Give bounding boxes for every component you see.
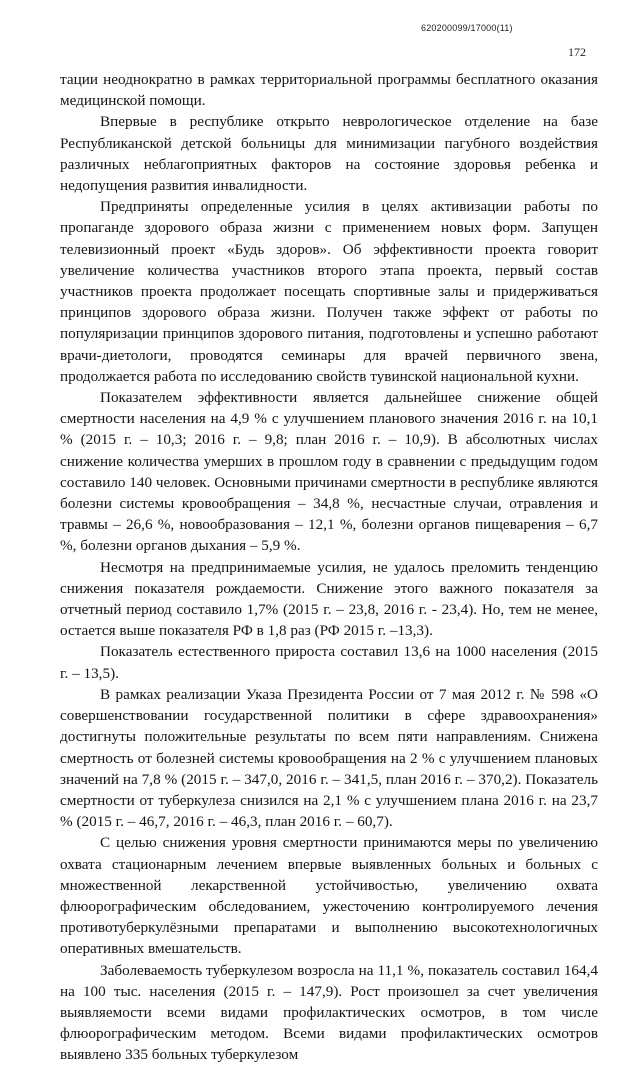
paragraph: тации неоднократно в рамках территориальной программы бесплатного оказания медицинской помощи.: [60, 71, 598, 110]
paragraph: Несмотря на предпринимаемые усилия, не удалось преломить тенденцию снижения показателя рождаемости. Снижение этого важного показателя за отчетный период составило 1,7% (2015 г. – 23,8, 2016 г. - 23,4). Но, тем не менее, остается выше показателя РФ в 1,8 раз (РФ 2015 г. –13,3).: [60, 558, 598, 640]
paragraph: С целью снижения уровня смертности принимаются меры по увеличению охвата стационарным лечением впервые выявленных больных и больных с множественной лекарственной устойчивостью, увеличению охвата флюорографическим обследованием, ужесточению контролируемого лечения противотуберкулёзными препаратами и выполнению высокотехнологичных оперативных вмешательств.: [60, 834, 598, 958]
paragraph: Показателем эффективности является дальнейшее снижение общей смертности населения на 4,9 % с улучшением планового значения 2016 г. на 10,1 % (2015 г. – 10,3; 2016 г. – 9,8; план 2016 г. – 10,9). В абсолютных числах снижение количества умерших в прошлом году в сравнении с предыдущим годом составило 140 человек. Основными причинами смертности в республике являются болезни системы кровообращения – 34,8 %, несчастные случаи, отравления и травмы – 26,6 %, новообразования – 12,1 %, болезни органов пищеварения – 6,7 %, болезни органов дыхания – 5,9 %.: [60, 389, 598, 555]
paragraph: Заболеваемость туберкулезом возросла на 11,1 %, показатель составил 164,4 на 100 тыс. населения (2015 г. – 147,9). Рост произошел за счет увеличения выявляемости всеми видами профилактических осмотров, в том числе флюорографическим методом. Всеми видами профилактических осмотров выявлено 335 больных туберкулезом: [60, 961, 598, 1064]
body-text: [60, 69, 598, 1066]
page-number: 172: [568, 45, 586, 59]
paragraph: Показатель естественного прироста составил 13,6 на 1000 населения (2015 г. – 13,5).: [60, 643, 598, 682]
paragraph: Предприняты определенные усилия в целях активизации работы по пропаганде здорового образа жизни с применением новых форм. Запущен телевизионный проект «Будь здоров». Об эффективности проекта говорит увеличение количества участников второго этапа проекта, первый состав участников проекта продолжает посещать спортивные залы и придерживаться принципов здорового образа жизни. Получен также эффект от работы по популяризации принципов здорового питания, подготовлены и успешно работают врачи-диетологи, проводятся семинары для врачей первичного звена, продолжается работа по исследованию свойств тувинской национальной кухни.: [60, 198, 598, 385]
paragraph: Впервые в республике открыто неврологическое отделение на базе Республиканской детской больницы для минимизации пагубного воздействия различных неблагоприятных факторов на состояние здоровья ребенка и недопущения развития инвалидности.: [60, 113, 598, 195]
paragraph: В рамках реализации Указа Президента России от 7 мая 2012 г. № 598 «О совершенствовании государственной политики в сфере здравоохранения» достигнуты положительные результаты по всем пяти направлениям. Снижена смертность от болезней системы кровообращения на 2 % с улучшением плановых значений на 7,8 % (2015 г. – 347,0, 2016 г. – 341,5, план 2016 г. – 370,2). Показатель смертности от туберкулеза снизился на 2,1 % с улучшением плана 2016 г. на 23,7 % (2015 г. – 46,7, 2016 г. – 46,3, план 2016 г. – 60,7).: [60, 685, 598, 831]
document-id: 620200099/17000(11): [421, 23, 513, 33]
